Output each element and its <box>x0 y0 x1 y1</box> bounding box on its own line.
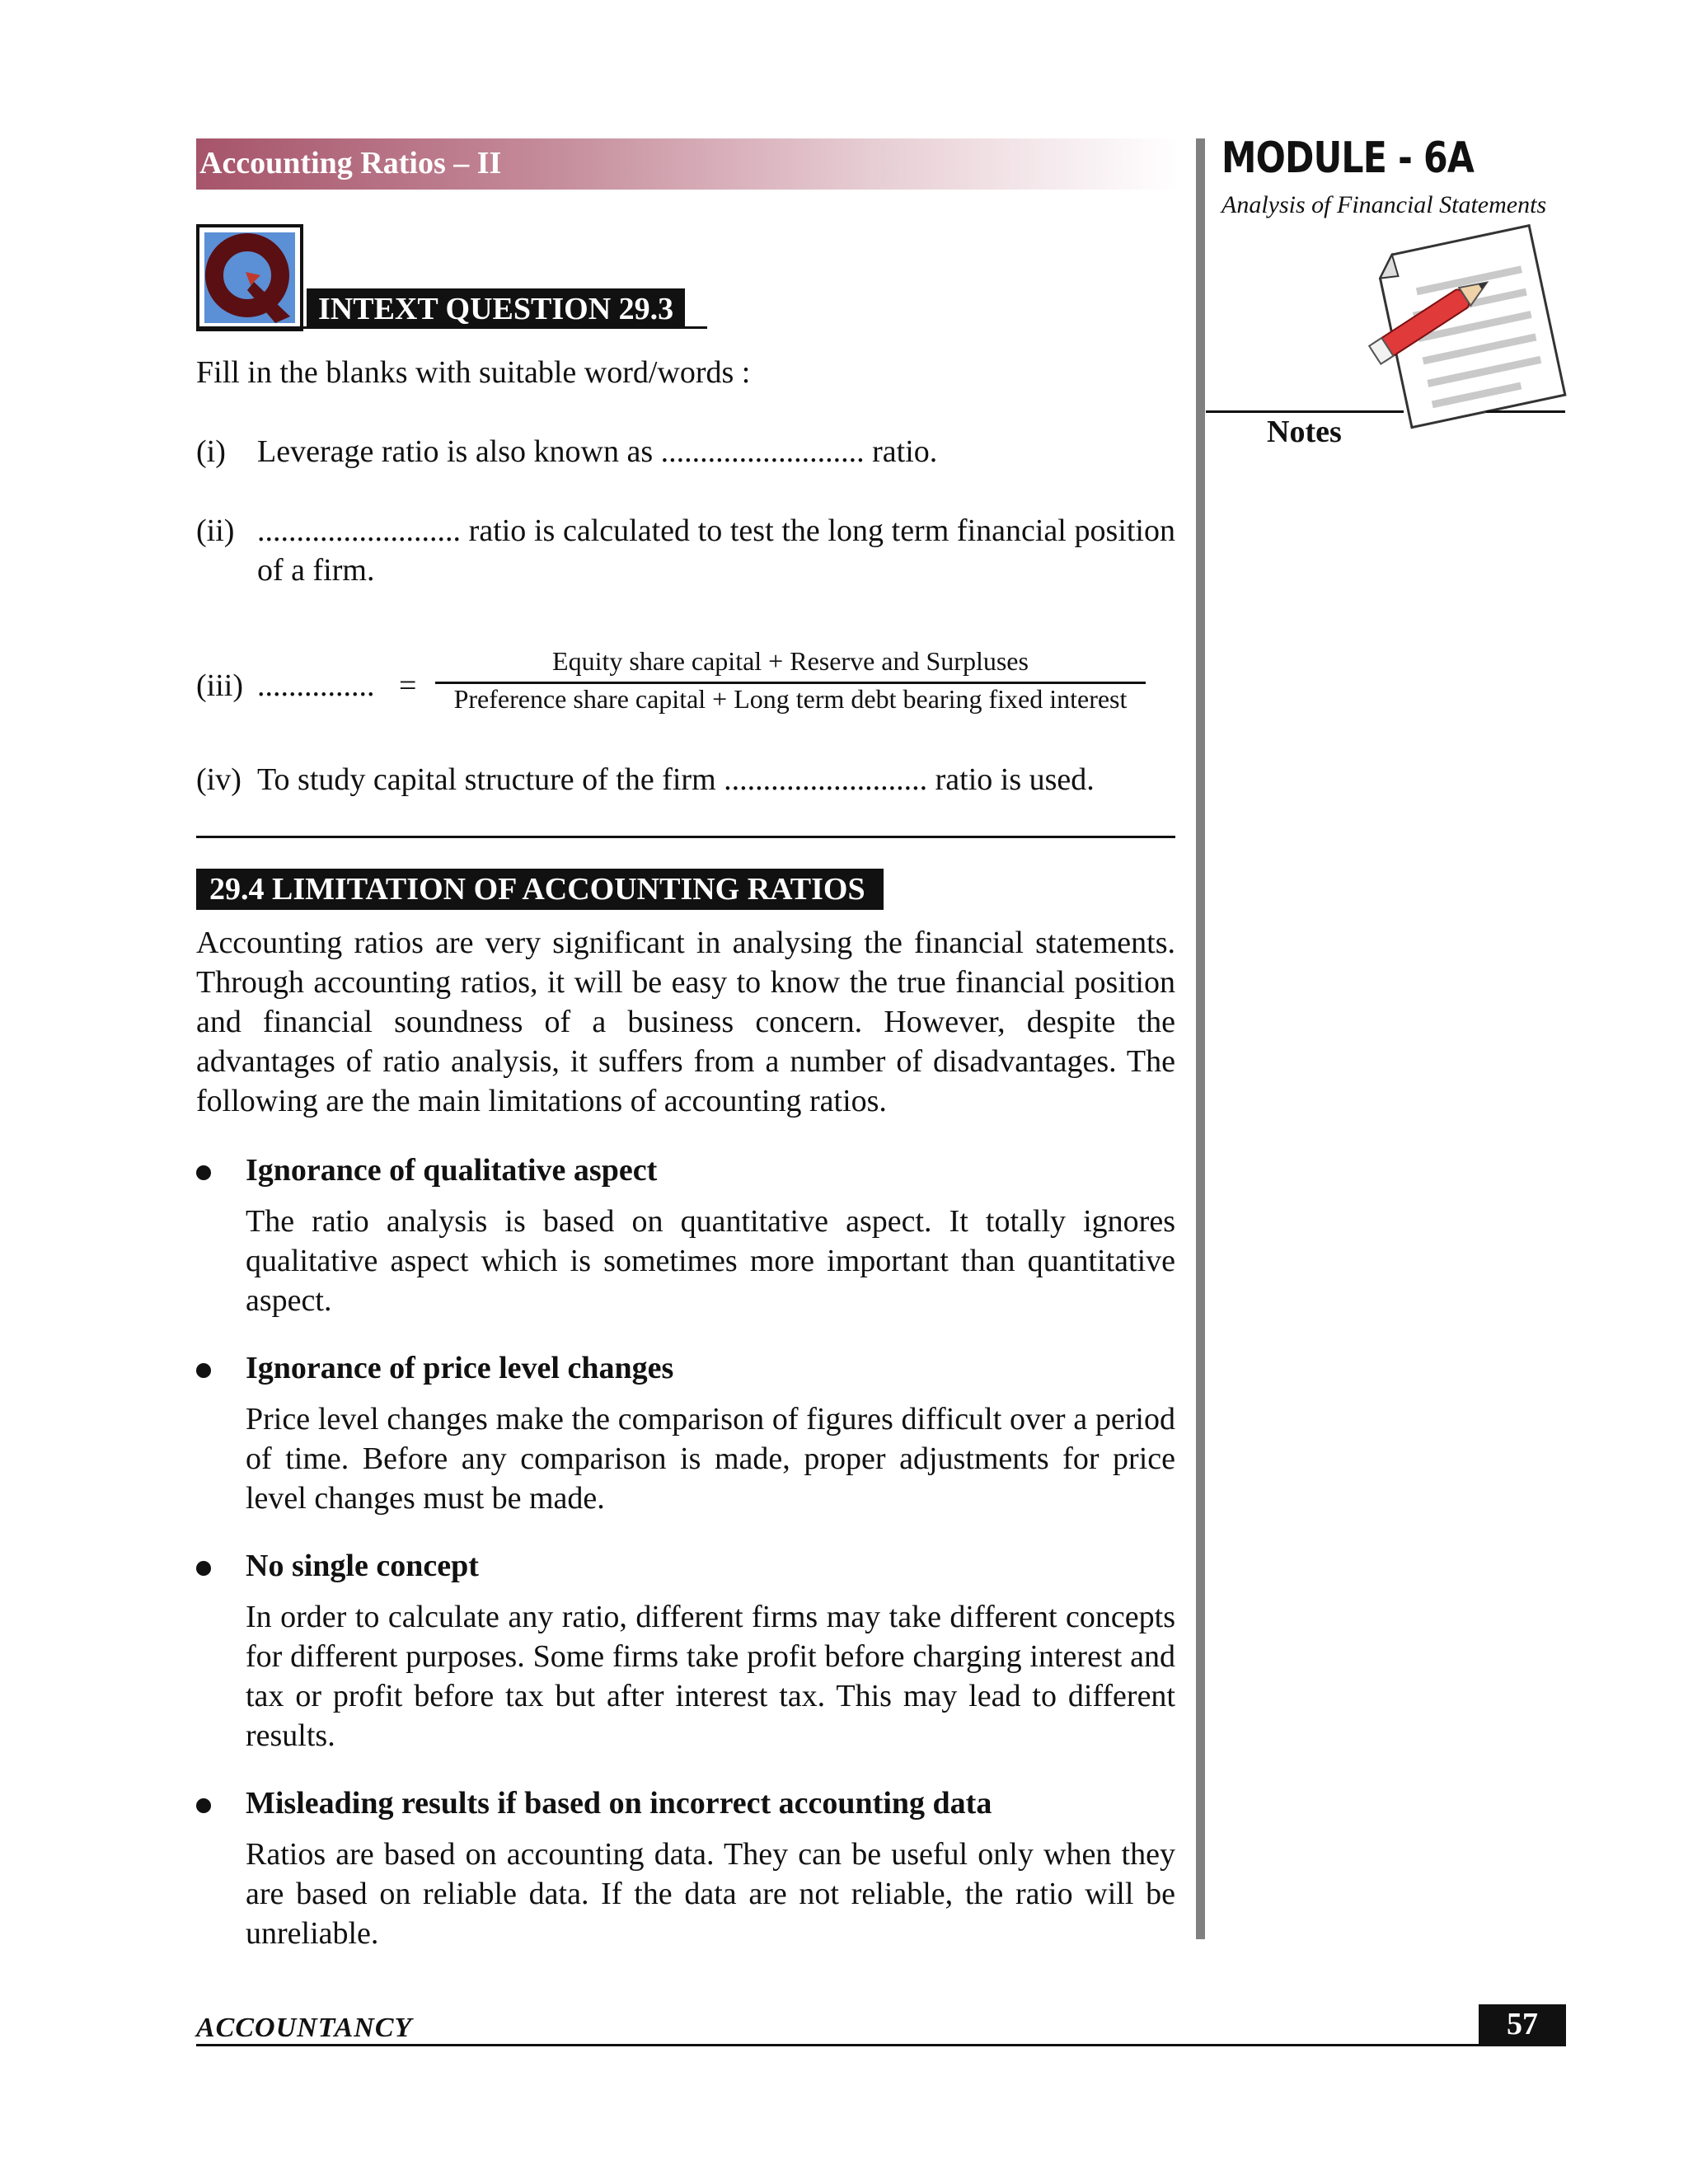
bullet-icon <box>196 1561 211 1576</box>
bullet-icon <box>196 1363 211 1378</box>
section-divider <box>196 836 1175 838</box>
limitation-title: Ignorance of qualitative aspect <box>246 1153 658 1188</box>
notepad-pencil-icon <box>1360 214 1582 441</box>
limitation-title: Misleading results if based on incorrect accounting data <box>246 1786 992 1821</box>
question-text: .......................... ratio is calculated to test the long term financial position of a firm. <box>257 513 1175 588</box>
section-heading: 29.4 LIMITATION OF ACCOUNTING RATIOS <box>196 869 884 910</box>
question-text: To study capital structure of the firm .......................... ratio is used. <box>257 762 1095 797</box>
footer-subject: ACCOUNTANCY <box>196 2013 413 2043</box>
question-number: (i) <box>196 434 226 469</box>
module-subtitle: Analysis of Financial Statements <box>1221 191 1547 218</box>
section-intro-paragraph: Accounting ratios are very significant in analysing the financial statements. Through accounting ratios, it will be easy to know the true financial position and financial soundness of a business concern. However, despite the advantages of ratio analysis, it suffers from a number of disadvantages. The following are the main limitations of accounting ratios. <box>196 926 1175 1118</box>
chapter-title: Accounting Ratios – II <box>199 146 502 180</box>
bullet-icon <box>196 1165 211 1180</box>
limitation-text: In order to calculate any ratio, different firms may take different concepts for different purposes. Some firms take profit before charging interest and tax or profit before tax but after interest tax. This may lead to different results. <box>246 1600 1175 1753</box>
question-q-icon <box>196 224 303 335</box>
question-blank: ............... <box>257 668 375 703</box>
limitation-text: The ratio analysis is based on quantitative aspect. It totally ignores qualitative aspect which is sometimes more important than quantitative aspect. <box>246 1204 1175 1318</box>
notes-label: Notes <box>1267 415 1342 449</box>
question-number: (iii) <box>196 668 243 703</box>
bullet-icon <box>196 1798 211 1813</box>
limitation-title: Ignorance of price level changes <box>246 1351 674 1385</box>
limitation-text: Price level changes make the comparison of figures difficult over a period of time. Before any comparison is made, proper adjustments for price level changes must be made. <box>246 1402 1175 1516</box>
limitation-title: No single concept <box>246 1549 479 1583</box>
equals-sign: = <box>399 668 417 703</box>
intext-question-title: INTEXT QUESTION 29.3 <box>307 288 685 328</box>
margin-divider <box>1196 138 1205 1939</box>
question-text: Leverage ratio is also known as .......................... ratio. <box>257 434 938 469</box>
formula-numerator: Equity share capital + Reserve and Surpluses <box>552 646 1029 676</box>
footer-rule <box>196 2044 1566 2046</box>
question-number: (iv) <box>196 762 241 797</box>
notes-rule <box>1486 410 1565 413</box>
chapter-header-band <box>196 138 1179 190</box>
notes-rule <box>1206 410 1404 413</box>
question-instruction: Fill in the blanks with suitable word/words : <box>196 355 751 390</box>
question-number: (ii) <box>196 513 235 548</box>
module-title: MODULE - 6A <box>1221 134 1475 183</box>
intext-title-underline <box>196 326 707 329</box>
limitation-text: Ratios are based on accounting data. They can be useful only when they are based on reliable data. If the data are not reliable, the ratio will be unreliable. <box>246 1837 1175 1951</box>
page-number: 57 <box>1479 2004 1566 2046</box>
formula-denominator: Preference share capital + Long term debt bearing fixed interest <box>453 684 1128 714</box>
